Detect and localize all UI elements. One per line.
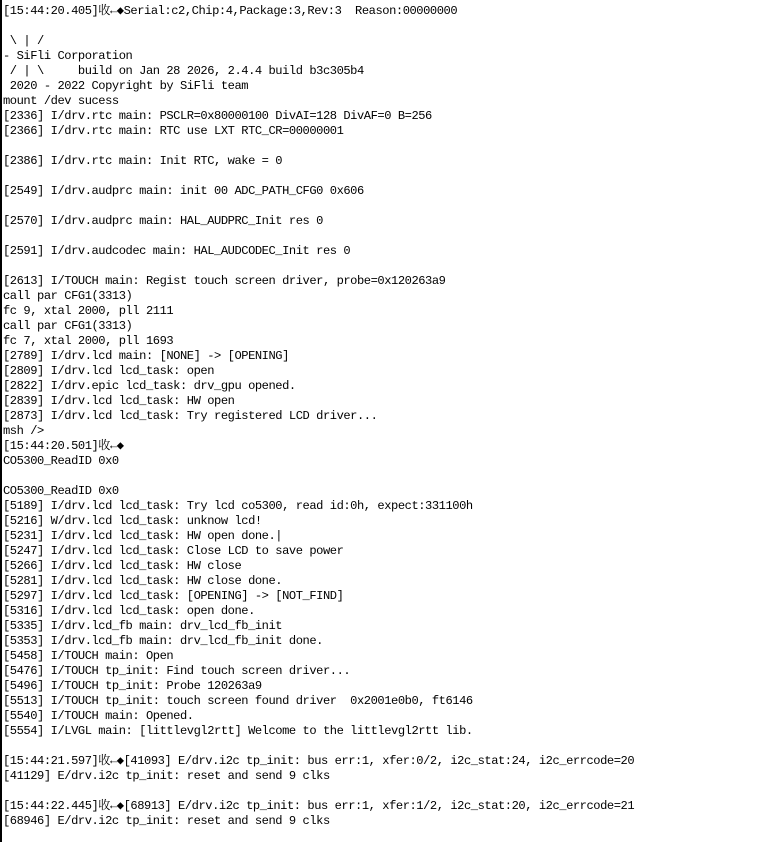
log-blank-line bbox=[3, 229, 784, 244]
log-blank-line bbox=[3, 469, 784, 484]
log-line: [2549] I/drv.audprc main: init 00 ADC_PATH_CFG0 0x606 bbox=[3, 184, 364, 198]
log-line: [2570] I/drv.audprc main: HAL_AUDPRC_Init res 0 bbox=[3, 214, 323, 228]
log-line: [5458] I/TOUCH main: Open bbox=[3, 649, 174, 663]
log-line: [5476] I/TOUCH tp_init: Find touch screen driver... bbox=[3, 664, 351, 678]
log-line: [15:44:22.445]收←◆[68913] E/drv.i2c tp_init: bus err:1, xfer:1/2, i2c_stat:20, i2c_errcode=21 bbox=[3, 799, 635, 813]
log-line: [2789] I/drv.lcd main: [NONE] -> [OPENING] bbox=[3, 349, 289, 363]
log-line: [5335] I/drv.lcd_fb main: drv_lcd_fb_init bbox=[3, 619, 283, 633]
log-line: [2613] I/TOUCH main: Regist touch screen driver, probe=0x120263a9 bbox=[3, 274, 446, 288]
log-line: mount /dev sucess bbox=[3, 94, 119, 108]
log-line: / | \ build on Jan 28 2026, 2.4.4 build b3c305b4 bbox=[3, 64, 364, 78]
log-line: \ | / bbox=[3, 34, 44, 48]
log-line: [5513] I/TOUCH tp_init: touch screen found driver 0x2001e0b0, ft6146 bbox=[3, 694, 473, 708]
log-line: [15:44:20.501]收←◆ bbox=[3, 439, 124, 453]
log-line: [41129] E/drv.i2c tp_init: reset and send 9 clks bbox=[3, 769, 330, 783]
log-line: [5231] I/drv.lcd lcd_task: HW open done.| bbox=[3, 529, 283, 543]
log-blank-line bbox=[3, 259, 784, 274]
log-line: [5297] I/drv.lcd lcd_task: [OPENING] -> [NOT_FIND] bbox=[3, 589, 344, 603]
log-line: 2020 - 2022 Copyright by SiFli team bbox=[3, 79, 249, 93]
log-blank-line bbox=[3, 784, 784, 799]
log-line: [5540] I/TOUCH main: Opened. bbox=[3, 709, 194, 723]
log-line: [2873] I/drv.lcd lcd_task: Try registered LCD driver... bbox=[3, 409, 378, 423]
log-line: [5281] I/drv.lcd lcd_task: HW close done. bbox=[3, 574, 283, 588]
serial-log-output[interactable] bbox=[2, 0, 784, 829]
log-blank-line bbox=[3, 139, 784, 154]
log-blank-line bbox=[3, 199, 784, 214]
log-line: call par CFG1(3313) bbox=[3, 289, 133, 303]
log-blank-line bbox=[3, 19, 784, 34]
log-line: msh /> bbox=[3, 424, 44, 438]
log-line: [5554] I/LVGL main: [littlevgl2rtt] Welcome to the littlevgl2rtt lib. bbox=[3, 724, 473, 738]
log-blank-line bbox=[3, 739, 784, 754]
log-line: - SiFli Corporation bbox=[3, 49, 133, 63]
log-line: CO5300_ReadID 0x0 bbox=[3, 454, 119, 468]
log-line: [5316] I/drv.lcd lcd_task: open done. bbox=[3, 604, 255, 618]
log-line: fc 7, xtal 2000, pll 1693 bbox=[3, 334, 174, 348]
log-blank-line bbox=[3, 169, 784, 184]
log-line: [5216] W/drv.lcd lcd_task: unknow lcd! bbox=[3, 514, 262, 528]
log-line: [5266] I/drv.lcd lcd_task: HW close bbox=[3, 559, 242, 573]
log-line: [5496] I/TOUCH tp_init: Probe 120263a9 bbox=[3, 679, 262, 693]
log-line: [5353] I/drv.lcd_fb main: drv_lcd_fb_init done. bbox=[3, 634, 323, 648]
log-line: fc 9, xtal 2000, pll 2111 bbox=[3, 304, 174, 318]
log-line: [2336] I/drv.rtc main: PSCLR=0x80000100 DivAI=128 DivAF=0 B=256 bbox=[3, 109, 432, 123]
log-line: [15:44:20.405]收←◆Serial:c2,Chip:4,Package:3,Rev:3 Reason:00000000 bbox=[3, 4, 458, 18]
log-line: [2591] I/drv.audcodec main: HAL_AUDCODEC_Init res 0 bbox=[3, 244, 351, 258]
log-line: [2386] I/drv.rtc main: Init RTC, wake = 0 bbox=[3, 154, 283, 168]
log-line: [2822] I/drv.epic lcd_task: drv_gpu opened. bbox=[3, 379, 296, 393]
log-line: CO5300_ReadID 0x0 bbox=[3, 484, 119, 498]
log-line: [2366] I/drv.rtc main: RTC use LXT RTC_CR=00000001 bbox=[3, 124, 344, 138]
log-line: call par CFG1(3313) bbox=[3, 319, 133, 333]
log-line: [2809] I/drv.lcd lcd_task: open bbox=[3, 364, 215, 378]
log-line: [5247] I/drv.lcd lcd_task: Close LCD to save power bbox=[3, 544, 344, 558]
log-line: [5189] I/drv.lcd lcd_task: Try lcd co5300, read id:0h, expect:331100h bbox=[3, 499, 473, 513]
log-line: [2839] I/drv.lcd lcd_task: HW open bbox=[3, 394, 235, 408]
log-line: [15:44:21.597]收←◆[41093] E/drv.i2c tp_init: bus err:1, xfer:0/2, i2c_stat:24, i2c_errcode=20 bbox=[3, 754, 635, 768]
log-line: [68946] E/drv.i2c tp_init: reset and send 9 clks bbox=[3, 814, 330, 828]
